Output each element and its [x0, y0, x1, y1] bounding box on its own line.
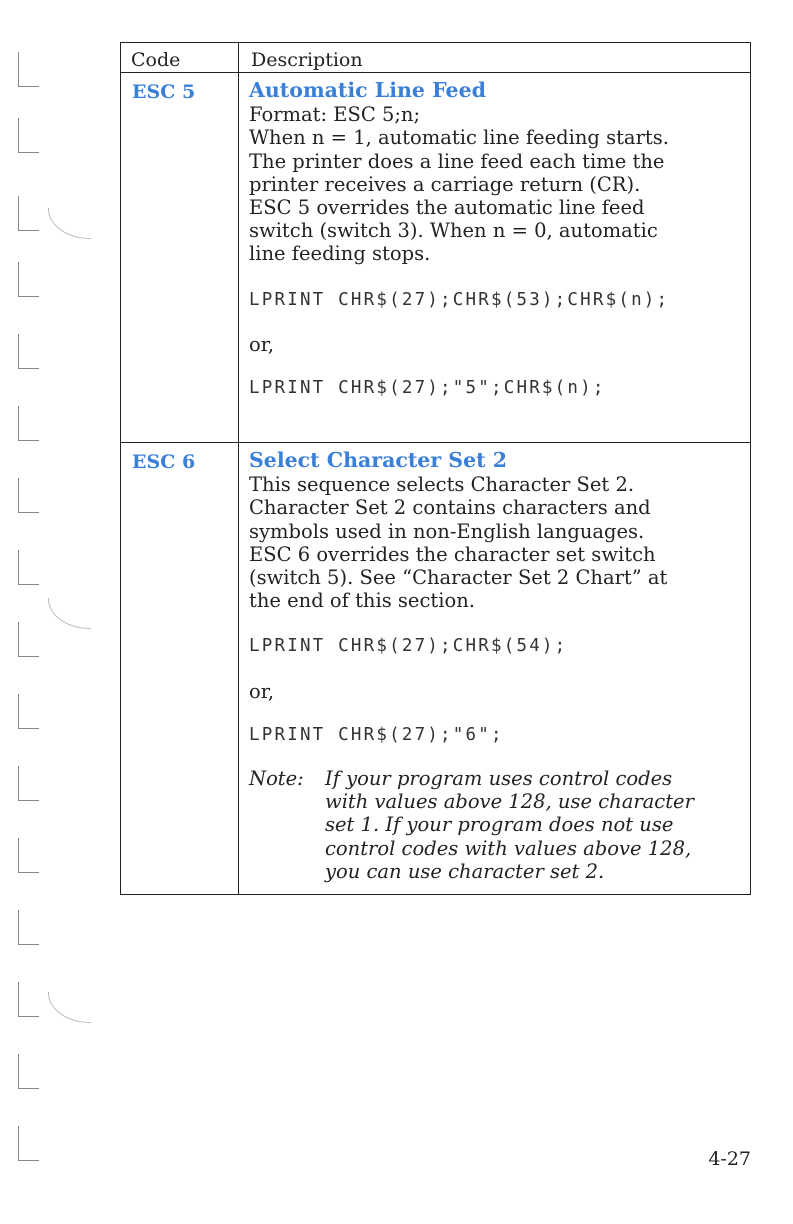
note-label: Note:: [249, 767, 304, 791]
description-cell: [239, 443, 751, 895]
description-line: Format: ESC 5;n;: [249, 103, 421, 127]
binder-ring: [48, 598, 91, 629]
binder-mark: [18, 118, 39, 153]
table-header-row: [121, 43, 751, 73]
description-line: This sequence selects Character Set 2.: [249, 473, 635, 497]
note-line: with values above 128, use character: [325, 790, 694, 814]
description-line: When n = 1, automatic line feeding starts.: [249, 126, 669, 150]
note-line: If your program uses control codes: [325, 767, 673, 791]
note-text: [325, 767, 740, 883]
binder-mark: [18, 694, 39, 729]
binder-mark: [18, 982, 39, 1017]
code-example: LPRINT CHR$(27);CHR$(53);CHR$(n);: [249, 289, 670, 310]
binder-mark: [18, 52, 39, 87]
binder-mark: [18, 1126, 39, 1161]
escape-code-table: [120, 42, 751, 895]
code-example: LPRINT CHR$(27);"6";: [249, 724, 504, 745]
or-separator: or,: [249, 332, 275, 356]
note-line: set 1. If your program does not use: [325, 813, 674, 837]
binder-mark: [18, 622, 39, 657]
code-column-header: Code: [121, 43, 239, 73]
note: [249, 767, 740, 883]
binder-mark: [18, 334, 39, 369]
command-title: Automatic Line Feed: [249, 78, 486, 102]
binder-ring: [48, 992, 91, 1023]
description-line: ESC 6 overrides the character set switch: [249, 542, 656, 566]
page-number: 4-27: [708, 1148, 751, 1170]
description-line: the end of this section.: [249, 589, 475, 613]
escape-code-cell: ESC 6: [121, 443, 239, 895]
code-example: LPRINT CHR$(27);CHR$(54);: [249, 636, 568, 657]
binder-mark: [18, 478, 39, 513]
binder-mark: [18, 766, 39, 801]
code-example: LPRINT CHR$(27);"5";CHR$(n);: [249, 378, 606, 399]
description-column-header: Description: [239, 43, 751, 73]
binder-mark: [18, 550, 39, 585]
or-separator: or,: [249, 679, 275, 703]
binder-mark: [18, 406, 39, 441]
note-line: you can use character set 2.: [325, 859, 605, 883]
description-line: The printer does a line feed each time the: [249, 149, 665, 173]
binder-mark: [18, 910, 39, 945]
description-cell: [239, 73, 751, 443]
binder-mark: [18, 196, 39, 231]
description-line: (switch 5). See “Character Set 2 Chart” at: [249, 566, 668, 590]
description-line: printer receives a carriage return (CR).: [249, 172, 641, 196]
command-title: Select Character Set 2: [249, 448, 508, 472]
table-row: [121, 443, 751, 895]
description-line: switch (switch 3). When n = 0, automatic: [249, 219, 658, 243]
binder-mark: [18, 838, 39, 873]
table-row: [121, 73, 751, 443]
binder-mark: [18, 1054, 39, 1089]
binder-mark: [18, 262, 39, 297]
binder-ring: [48, 208, 91, 239]
note-line: control codes with values above 128,: [325, 836, 692, 860]
escape-code-cell: ESC 5: [121, 73, 239, 443]
description-line: Character Set 2 contains characters and: [249, 496, 651, 520]
description-line: ESC 5 overrides the automatic line feed: [249, 196, 645, 220]
description-line: symbols used in non-English languages.: [249, 519, 645, 543]
description-line: line feeding stops.: [249, 242, 431, 266]
